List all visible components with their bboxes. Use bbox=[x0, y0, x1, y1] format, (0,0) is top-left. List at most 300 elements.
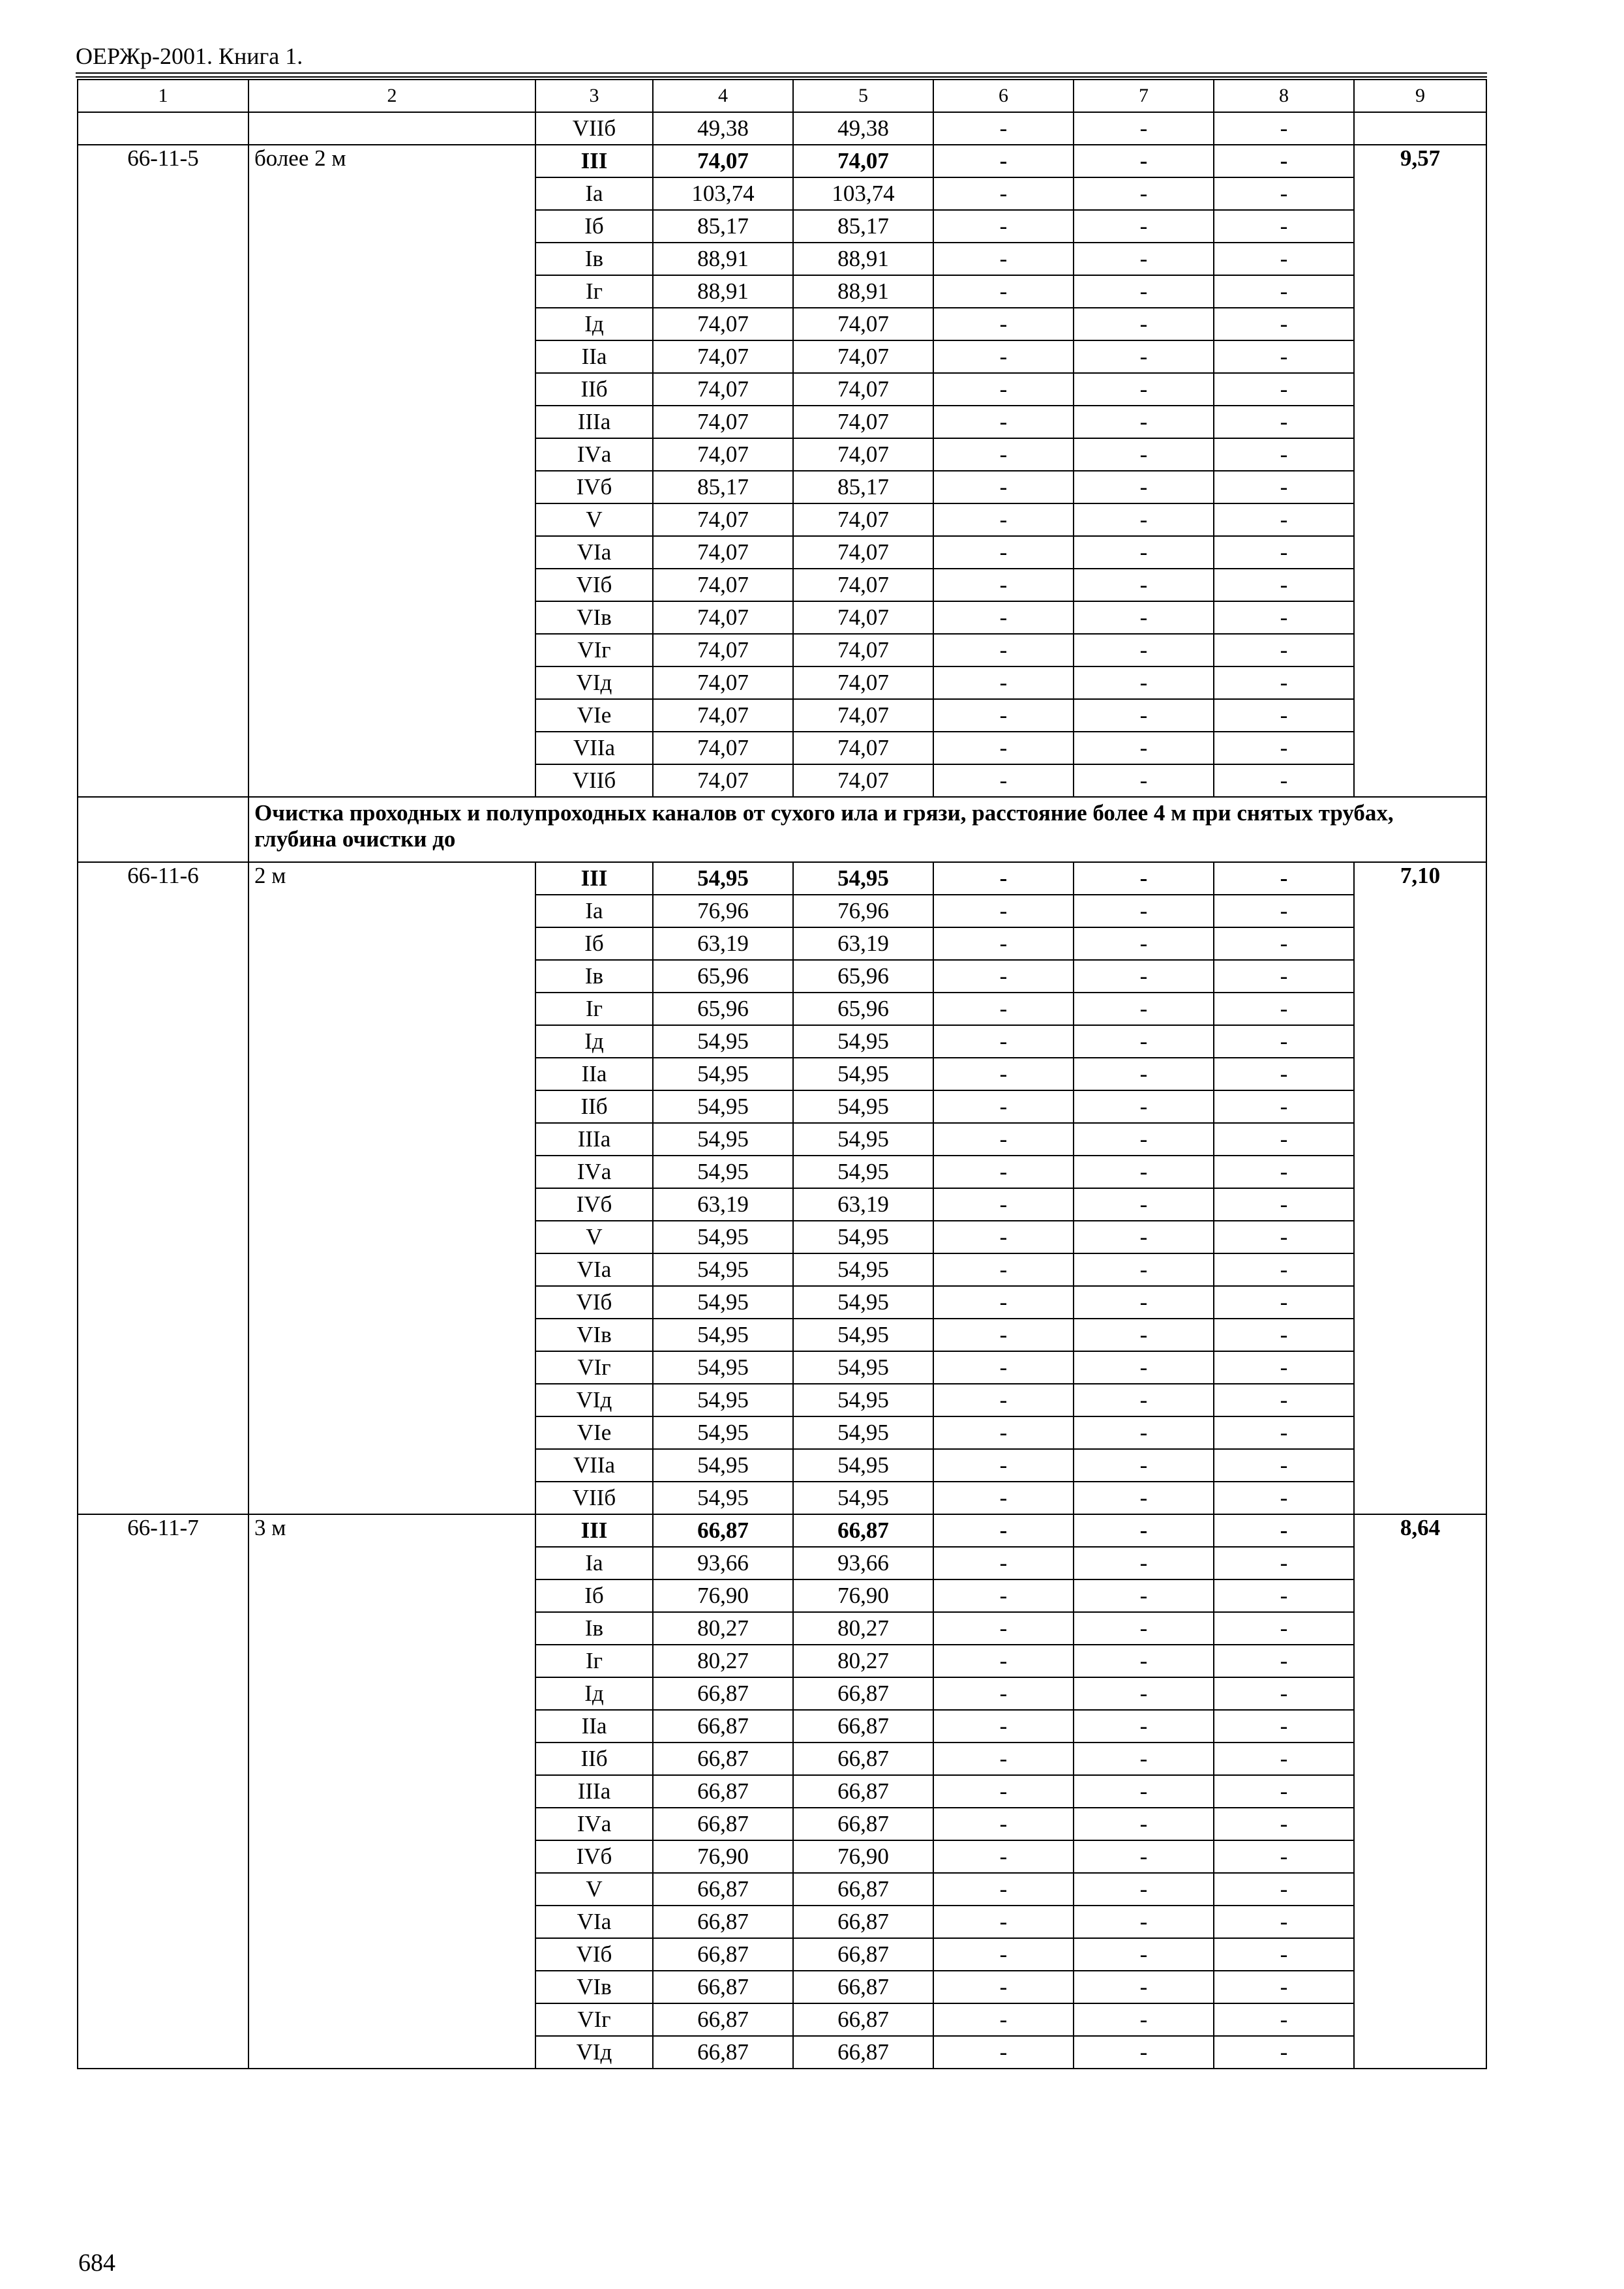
table-row bbox=[78, 112, 1486, 145]
machine-costs: - bbox=[933, 1710, 1074, 1743]
machinist-wages: - bbox=[1074, 406, 1214, 438]
machine-costs: - bbox=[933, 993, 1074, 1025]
machinist-wages: - bbox=[1074, 1025, 1214, 1058]
machinist-wages: - bbox=[1074, 993, 1214, 1025]
zone-code: IIб bbox=[535, 1743, 653, 1775]
material-costs: - bbox=[1214, 1971, 1354, 2003]
machinist-wages: - bbox=[1074, 2003, 1214, 2036]
machine-costs: - bbox=[933, 699, 1074, 732]
machinist-wages: - bbox=[1074, 1482, 1214, 1514]
direct-costs: 66,87 bbox=[653, 1514, 793, 1547]
machine-costs: - bbox=[933, 1579, 1074, 1612]
direct-costs: 74,07 bbox=[653, 438, 793, 471]
zone-code: VIа bbox=[535, 1253, 653, 1286]
machine-costs: - bbox=[933, 1058, 1074, 1090]
direct-costs: 54,95 bbox=[653, 1319, 793, 1351]
zone-code: Iа bbox=[535, 1547, 653, 1579]
machinist-wages: - bbox=[1074, 1645, 1214, 1677]
table-row bbox=[78, 1514, 1486, 1547]
labor-wages: 88,91 bbox=[793, 275, 933, 308]
machinist-wages: - bbox=[1074, 1123, 1214, 1156]
zone-code: IIа bbox=[535, 1058, 653, 1090]
material-costs: - bbox=[1214, 1808, 1354, 1840]
material-costs: - bbox=[1214, 471, 1354, 503]
material-costs: - bbox=[1214, 406, 1354, 438]
direct-costs: 54,95 bbox=[653, 1384, 793, 1416]
work-description: 3 м bbox=[248, 1514, 535, 2069]
labor-wages: 80,27 bbox=[793, 1645, 933, 1677]
machine-costs: - bbox=[933, 569, 1074, 601]
material-costs: - bbox=[1214, 699, 1354, 732]
material-costs: - bbox=[1214, 340, 1354, 373]
labor-wages: 66,87 bbox=[793, 1938, 933, 1971]
labor-wages: 54,95 bbox=[793, 1482, 933, 1514]
material-costs: - bbox=[1214, 1612, 1354, 1645]
zone-code: Iв bbox=[535, 960, 653, 993]
machinist-wages: - bbox=[1074, 1840, 1214, 1873]
machinist-wages: - bbox=[1074, 1286, 1214, 1319]
material-costs: - bbox=[1214, 308, 1354, 340]
machine-costs: - bbox=[933, 601, 1074, 634]
machine-costs: - bbox=[933, 1025, 1074, 1058]
labor-wages: 74,07 bbox=[793, 503, 933, 536]
labor-wages: 66,87 bbox=[793, 1677, 933, 1710]
machinist-wages: - bbox=[1074, 569, 1214, 601]
machine-costs: - bbox=[933, 1123, 1074, 1156]
material-costs: - bbox=[1214, 732, 1354, 764]
material-costs: - bbox=[1214, 243, 1354, 275]
direct-costs: 74,07 bbox=[653, 340, 793, 373]
material-costs: - bbox=[1214, 1025, 1354, 1058]
machine-costs: - bbox=[933, 406, 1074, 438]
machinist-wages: - bbox=[1074, 1710, 1214, 1743]
direct-costs: 54,95 bbox=[653, 1286, 793, 1319]
labor-wages: 66,87 bbox=[793, 1775, 933, 1808]
material-costs: - bbox=[1214, 1286, 1354, 1319]
zone-code: IIа bbox=[535, 1710, 653, 1743]
direct-costs: 54,95 bbox=[653, 1058, 793, 1090]
labor-wages: 74,07 bbox=[793, 601, 933, 634]
zone-code: VIа bbox=[535, 536, 653, 569]
zone-code: Iг bbox=[535, 993, 653, 1025]
labor-wages: 54,95 bbox=[793, 1156, 933, 1188]
direct-costs: 85,17 bbox=[653, 471, 793, 503]
labor-wages: 74,07 bbox=[793, 536, 933, 569]
labor-wages: 85,17 bbox=[793, 210, 933, 243]
material-costs: - bbox=[1214, 1710, 1354, 1743]
machinist-wages: - bbox=[1074, 1156, 1214, 1188]
machine-costs: - bbox=[933, 1482, 1074, 1514]
labor-wages: 49,38 bbox=[793, 112, 933, 145]
labor-wages: 74,07 bbox=[793, 764, 933, 797]
column-number: 7 bbox=[1074, 80, 1214, 112]
page-number: 684 bbox=[78, 2249, 115, 2277]
material-costs: - bbox=[1214, 536, 1354, 569]
material-costs: - bbox=[1214, 1514, 1354, 1547]
table-row bbox=[78, 145, 1486, 177]
zone-code: Iд bbox=[535, 1677, 653, 1710]
machine-costs: - bbox=[933, 1253, 1074, 1286]
material-costs: - bbox=[1214, 1645, 1354, 1677]
direct-costs: 74,07 bbox=[653, 308, 793, 340]
labor-wages: 54,95 bbox=[793, 1221, 933, 1253]
machinist-wages: - bbox=[1074, 1514, 1214, 1547]
zone-code: Iа bbox=[535, 177, 653, 210]
machinist-wages: - bbox=[1074, 1775, 1214, 1808]
machinist-wages: - bbox=[1074, 862, 1214, 895]
direct-costs: 54,95 bbox=[653, 1449, 793, 1482]
direct-costs: 54,95 bbox=[653, 1090, 793, 1123]
direct-costs: 63,19 bbox=[653, 927, 793, 960]
direct-costs: 80,27 bbox=[653, 1612, 793, 1645]
zone-code: V bbox=[535, 503, 653, 536]
machine-costs: - bbox=[933, 275, 1074, 308]
machinist-wages: - bbox=[1074, 471, 1214, 503]
labor-wages: 66,87 bbox=[793, 1514, 933, 1547]
labor-wages: 54,95 bbox=[793, 1025, 933, 1058]
material-costs: - bbox=[1214, 1319, 1354, 1351]
machine-costs: - bbox=[933, 2003, 1074, 2036]
zone-code: VIIа bbox=[535, 732, 653, 764]
labor-wages: 54,95 bbox=[793, 1351, 933, 1384]
machinist-wages: - bbox=[1074, 340, 1214, 373]
material-costs: - bbox=[1214, 1253, 1354, 1286]
direct-costs: 66,87 bbox=[653, 1775, 793, 1808]
zone-code: IVб bbox=[535, 1840, 653, 1873]
labor-wages: 76,90 bbox=[793, 1840, 933, 1873]
machine-costs: - bbox=[933, 1808, 1074, 1840]
material-costs: - bbox=[1214, 2003, 1354, 2036]
zone-code: IVб bbox=[535, 471, 653, 503]
labor-wages: 74,07 bbox=[793, 569, 933, 601]
machine-costs: - bbox=[933, 471, 1074, 503]
machine-costs: - bbox=[933, 1873, 1074, 1906]
material-costs: - bbox=[1214, 1840, 1354, 1873]
machine-costs: - bbox=[933, 112, 1074, 145]
direct-costs: 74,07 bbox=[653, 145, 793, 177]
machine-costs: - bbox=[933, 1351, 1074, 1384]
zone-code: IVа bbox=[535, 1808, 653, 1840]
labor-hours bbox=[1354, 112, 1486, 145]
labor-wages: 66,87 bbox=[793, 1808, 933, 1840]
zone-code: IVб bbox=[535, 1188, 653, 1221]
labor-wages: 54,95 bbox=[793, 1058, 933, 1090]
machine-costs: - bbox=[933, 340, 1074, 373]
machinist-wages: - bbox=[1074, 438, 1214, 471]
machinist-wages: - bbox=[1074, 666, 1214, 699]
direct-costs: 54,95 bbox=[653, 1025, 793, 1058]
machine-costs: - bbox=[933, 1775, 1074, 1808]
machinist-wages: - bbox=[1074, 1873, 1214, 1906]
direct-costs: 74,07 bbox=[653, 634, 793, 666]
document-header: ОЕРЖр-2001. Книга 1. bbox=[76, 43, 303, 69]
machine-costs: - bbox=[933, 895, 1074, 927]
zone-code: Iб bbox=[535, 1579, 653, 1612]
material-costs: - bbox=[1214, 1416, 1354, 1449]
header-rule-second bbox=[76, 76, 1487, 78]
direct-costs: 66,87 bbox=[653, 1906, 793, 1938]
machine-costs: - bbox=[933, 1319, 1074, 1351]
rate-code bbox=[78, 112, 248, 145]
zone-code: VIб bbox=[535, 1286, 653, 1319]
direct-costs: 66,87 bbox=[653, 1938, 793, 1971]
machinist-wages: - bbox=[1074, 764, 1214, 797]
machine-costs: - bbox=[933, 1514, 1074, 1547]
column-number: 4 bbox=[653, 80, 793, 112]
machinist-wages: - bbox=[1074, 1677, 1214, 1710]
section-heading: Очистка проходных и полупроходных каналов от сухого ила и грязи, расстояние более 4 м при снятых трубах, глубина очистки до bbox=[248, 797, 1486, 862]
direct-costs: 74,07 bbox=[653, 406, 793, 438]
zone-code: VIд bbox=[535, 2036, 653, 2069]
labor-wages: 54,95 bbox=[793, 1319, 933, 1351]
machinist-wages: - bbox=[1074, 1319, 1214, 1351]
work-description bbox=[248, 112, 535, 145]
labor-wages: 54,95 bbox=[793, 862, 933, 895]
material-costs: - bbox=[1214, 145, 1354, 177]
zone-code: Iг bbox=[535, 275, 653, 308]
labor-wages: 54,95 bbox=[793, 1416, 933, 1449]
machinist-wages: - bbox=[1074, 1351, 1214, 1384]
direct-costs: 93,66 bbox=[653, 1547, 793, 1579]
table-row bbox=[78, 862, 1486, 895]
labor-wages: 74,07 bbox=[793, 634, 933, 666]
machine-costs: - bbox=[933, 634, 1074, 666]
labor-wages: 74,07 bbox=[793, 699, 933, 732]
machine-costs: - bbox=[933, 862, 1074, 895]
direct-costs: 63,19 bbox=[653, 1188, 793, 1221]
machine-costs: - bbox=[933, 764, 1074, 797]
material-costs: - bbox=[1214, 1775, 1354, 1808]
labor-wages: 74,07 bbox=[793, 145, 933, 177]
machine-costs: - bbox=[933, 438, 1074, 471]
column-number: 3 bbox=[535, 80, 653, 112]
labor-wages: 74,07 bbox=[793, 666, 933, 699]
machine-costs: - bbox=[933, 1221, 1074, 1253]
direct-costs: 74,07 bbox=[653, 373, 793, 406]
machine-costs: - bbox=[933, 732, 1074, 764]
machine-costs: - bbox=[933, 1677, 1074, 1710]
labor-wages: 76,96 bbox=[793, 895, 933, 927]
zone-code: VIIб bbox=[535, 1482, 653, 1514]
machinist-wages: - bbox=[1074, 308, 1214, 340]
zone-code: Iб bbox=[535, 927, 653, 960]
direct-costs: 66,87 bbox=[653, 1743, 793, 1775]
column-number: 8 bbox=[1214, 80, 1354, 112]
zone-code: III bbox=[535, 862, 653, 895]
machinist-wages: - bbox=[1074, 275, 1214, 308]
material-costs: - bbox=[1214, 1090, 1354, 1123]
material-costs: - bbox=[1214, 1938, 1354, 1971]
labor-wages: 54,95 bbox=[793, 1253, 933, 1286]
labor-wages: 66,87 bbox=[793, 2036, 933, 2069]
zone-code: VIв bbox=[535, 1971, 653, 2003]
zone-code: IIIа bbox=[535, 406, 653, 438]
section-blank-cell bbox=[78, 797, 248, 862]
labor-wages: 54,95 bbox=[793, 1123, 933, 1156]
zone-code: Iв bbox=[535, 1612, 653, 1645]
machinist-wages: - bbox=[1074, 927, 1214, 960]
machine-costs: - bbox=[933, 1416, 1074, 1449]
material-costs: - bbox=[1214, 666, 1354, 699]
work-description: 2 м bbox=[248, 862, 535, 1514]
labor-wages: 74,07 bbox=[793, 406, 933, 438]
material-costs: - bbox=[1214, 1677, 1354, 1710]
machine-costs: - bbox=[933, 1743, 1074, 1775]
material-costs: - bbox=[1214, 177, 1354, 210]
labor-hours: 8,64 bbox=[1354, 1514, 1486, 2069]
column-number: 5 bbox=[793, 80, 933, 112]
material-costs: - bbox=[1214, 1123, 1354, 1156]
material-costs: - bbox=[1214, 503, 1354, 536]
zone-code: IIб bbox=[535, 1090, 653, 1123]
zone-code: Iг bbox=[535, 1645, 653, 1677]
labor-wages: 74,07 bbox=[793, 373, 933, 406]
machine-costs: - bbox=[933, 1090, 1074, 1123]
material-costs: - bbox=[1214, 569, 1354, 601]
direct-costs: 54,95 bbox=[653, 1123, 793, 1156]
labor-wages: 80,27 bbox=[793, 1612, 933, 1645]
machine-costs: - bbox=[933, 666, 1074, 699]
direct-costs: 74,07 bbox=[653, 503, 793, 536]
material-costs: - bbox=[1214, 1449, 1354, 1482]
machinist-wages: - bbox=[1074, 1058, 1214, 1090]
rates-table-body bbox=[78, 80, 1486, 2069]
labor-wages: 74,07 bbox=[793, 438, 933, 471]
zone-code: VIб bbox=[535, 1938, 653, 1971]
labor-wages: 63,19 bbox=[793, 1188, 933, 1221]
column-number: 2 bbox=[248, 80, 535, 112]
rate-code: 66-11-6 bbox=[78, 862, 248, 1514]
material-costs: - bbox=[1214, 1873, 1354, 1906]
column-number: 1 bbox=[78, 80, 248, 112]
direct-costs: 66,87 bbox=[653, 2003, 793, 2036]
material-costs: - bbox=[1214, 634, 1354, 666]
direct-costs: 88,91 bbox=[653, 275, 793, 308]
material-costs: - bbox=[1214, 960, 1354, 993]
direct-costs: 65,96 bbox=[653, 960, 793, 993]
labor-wages: 66,87 bbox=[793, 1971, 933, 2003]
direct-costs: 76,96 bbox=[653, 895, 793, 927]
machine-costs: - bbox=[933, 1971, 1074, 2003]
direct-costs: 54,95 bbox=[653, 862, 793, 895]
direct-costs: 66,87 bbox=[653, 1808, 793, 1840]
zone-code: VIа bbox=[535, 1906, 653, 1938]
direct-costs: 74,07 bbox=[653, 569, 793, 601]
labor-wages: 54,95 bbox=[793, 1286, 933, 1319]
machinist-wages: - bbox=[1074, 1906, 1214, 1938]
labor-wages: 65,96 bbox=[793, 993, 933, 1025]
labor-wages: 76,90 bbox=[793, 1579, 933, 1612]
direct-costs: 76,90 bbox=[653, 1579, 793, 1612]
material-costs: - bbox=[1214, 275, 1354, 308]
machine-costs: - bbox=[933, 2036, 1074, 2069]
rates-table bbox=[77, 79, 1487, 2069]
material-costs: - bbox=[1214, 373, 1354, 406]
zone-code: V bbox=[535, 1873, 653, 1906]
machinist-wages: - bbox=[1074, 1579, 1214, 1612]
machinist-wages: - bbox=[1074, 732, 1214, 764]
machinist-wages: - bbox=[1074, 634, 1214, 666]
machinist-wages: - bbox=[1074, 210, 1214, 243]
direct-costs: 54,95 bbox=[653, 1253, 793, 1286]
machinist-wages: - bbox=[1074, 1743, 1214, 1775]
machine-costs: - bbox=[933, 1938, 1074, 1971]
machinist-wages: - bbox=[1074, 145, 1214, 177]
material-costs: - bbox=[1214, 2036, 1354, 2069]
direct-costs: 66,87 bbox=[653, 2036, 793, 2069]
direct-costs: 49,38 bbox=[653, 112, 793, 145]
zone-code: III bbox=[535, 145, 653, 177]
zone-code: IIб bbox=[535, 373, 653, 406]
direct-costs: 74,07 bbox=[653, 764, 793, 797]
direct-costs: 88,91 bbox=[653, 243, 793, 275]
rate-code: 66-11-5 bbox=[78, 145, 248, 797]
labor-wages: 88,91 bbox=[793, 243, 933, 275]
material-costs: - bbox=[1214, 862, 1354, 895]
labor-wages: 103,74 bbox=[793, 177, 933, 210]
machinist-wages: - bbox=[1074, 177, 1214, 210]
zone-code: VIг bbox=[535, 2003, 653, 2036]
zone-code: VIд bbox=[535, 1384, 653, 1416]
labor-wages: 66,87 bbox=[793, 1710, 933, 1743]
direct-costs: 66,87 bbox=[653, 1971, 793, 2003]
machine-costs: - bbox=[933, 1286, 1074, 1319]
material-costs: - bbox=[1214, 927, 1354, 960]
machine-costs: - bbox=[933, 960, 1074, 993]
machine-costs: - bbox=[933, 1188, 1074, 1221]
zone-code: Iд bbox=[535, 308, 653, 340]
zone-code: VIв bbox=[535, 1319, 653, 1351]
zone-code: IIIа bbox=[535, 1123, 653, 1156]
direct-costs: 54,95 bbox=[653, 1156, 793, 1188]
material-costs: - bbox=[1214, 1058, 1354, 1090]
machinist-wages: - bbox=[1074, 1449, 1214, 1482]
machinist-wages: - bbox=[1074, 1938, 1214, 1971]
machinist-wages: - bbox=[1074, 112, 1214, 145]
direct-costs: 74,07 bbox=[653, 732, 793, 764]
machinist-wages: - bbox=[1074, 373, 1214, 406]
zone-code: Iв bbox=[535, 243, 653, 275]
zone-code: Iд bbox=[535, 1025, 653, 1058]
machine-costs: - bbox=[933, 210, 1074, 243]
direct-costs: 65,96 bbox=[653, 993, 793, 1025]
machinist-wages: - bbox=[1074, 1612, 1214, 1645]
labor-hours: 7,10 bbox=[1354, 862, 1486, 1514]
zone-code: III bbox=[535, 1514, 653, 1547]
zone-code: Iа bbox=[535, 895, 653, 927]
labor-wages: 66,87 bbox=[793, 1873, 933, 1906]
material-costs: - bbox=[1214, 210, 1354, 243]
material-costs: - bbox=[1214, 895, 1354, 927]
material-costs: - bbox=[1214, 1743, 1354, 1775]
zone-code: IVа bbox=[535, 1156, 653, 1188]
machinist-wages: - bbox=[1074, 1547, 1214, 1579]
zone-code: VIIа bbox=[535, 1449, 653, 1482]
direct-costs: 66,87 bbox=[653, 1710, 793, 1743]
labor-wages: 63,19 bbox=[793, 927, 933, 960]
machinist-wages: - bbox=[1074, 1384, 1214, 1416]
zone-code: VIе bbox=[535, 699, 653, 732]
material-costs: - bbox=[1214, 601, 1354, 634]
direct-costs: 80,27 bbox=[653, 1645, 793, 1677]
machinist-wages: - bbox=[1074, 1971, 1214, 2003]
column-number: 6 bbox=[933, 80, 1074, 112]
zone-code: VIв bbox=[535, 601, 653, 634]
direct-costs: 74,07 bbox=[653, 601, 793, 634]
labor-hours: 9,57 bbox=[1354, 145, 1486, 797]
machine-costs: - bbox=[933, 503, 1074, 536]
zone-code: VIIб bbox=[535, 764, 653, 797]
